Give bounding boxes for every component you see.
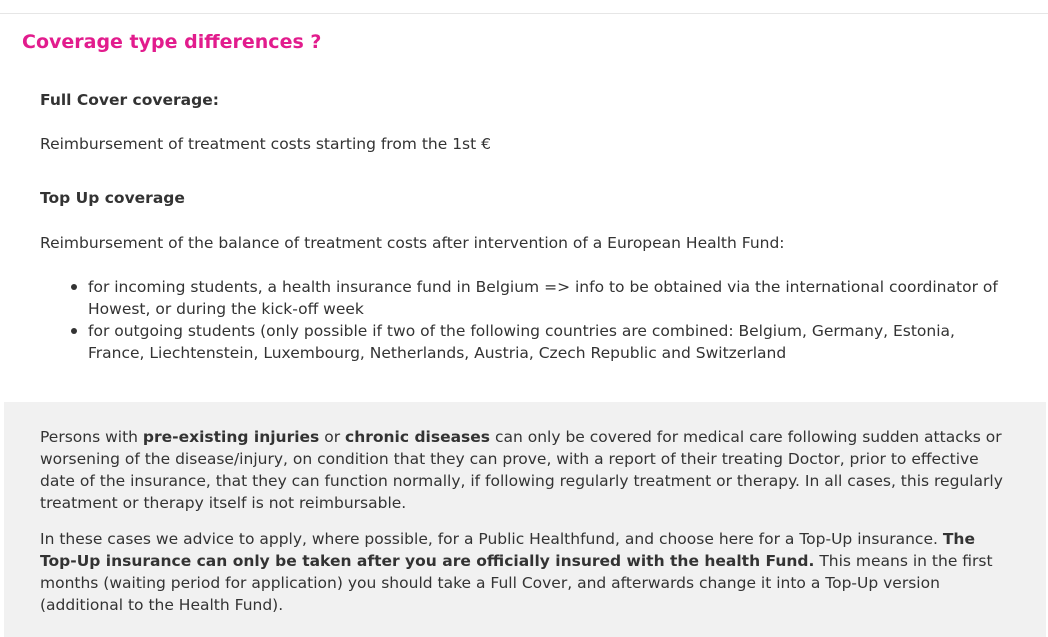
top-divider (0, 13, 1048, 14)
notice-emphasis: pre-existing injuries (142, 428, 320, 446)
bullet-icon (71, 328, 77, 334)
list-item (88, 320, 1016, 364)
notice-text: or (319, 428, 345, 446)
bullet-icon (71, 284, 77, 290)
list-item (88, 276, 1016, 320)
top-up-bullet-list (88, 276, 1016, 364)
bullet-text: for outgoing students (only possible if two of the following countries are combined: Belgium, Germany, Estonia, France, Liechtenstein, Luxembourg, Netherlands, Austria, Czech Republic and Switzerland (88, 322, 955, 362)
full-cover-heading: Full Cover coverage: (40, 91, 219, 109)
notice-paragraph-1 (40, 426, 1008, 514)
notice-text: can only be covered for medical care following sudden attacks or worsening of the disease/injury, on condition that they can prove, with a report of their treating Doctor, prior to effective date of the insurance, that they can function normally, if following regularly treatment or therapy. In all cases, this regularly treatment or therapy itself is not reimbursable. (40, 428, 1003, 512)
section-title: Coverage type differences ? (22, 31, 322, 53)
notice-emphasis: The Top-Up insurance can only be taken after you are officially insured with the health Fund. (40, 530, 975, 570)
top-up-description: Reimbursement of the balance of treatment costs after intervention of a European Health Fund: (40, 234, 785, 252)
notice-paragraph-2 (40, 528, 1008, 616)
notice-emphasis: chronic diseases (345, 428, 491, 446)
notice-text: This means in the first months (waiting period for application) you should take a Full Cover, and afterwards change it into a Top-Up version (additional to the Health Fund). (40, 552, 993, 614)
notice-text: In these cases we advice to apply, where possible, for a Public Healthfund, and choose here for a Top-Up insurance. (40, 530, 943, 548)
full-cover-description: Reimbursement of treatment costs starting from the 1st € (40, 135, 491, 153)
top-up-heading: Top Up coverage (40, 189, 185, 207)
notice-box (4, 402, 1046, 637)
bullet-text: for incoming students, a health insurance fund in Belgium => info to be obtained via the international coordinator of Howest, or during the kick-off week (88, 278, 998, 318)
notice-text: Persons with (40, 428, 143, 446)
